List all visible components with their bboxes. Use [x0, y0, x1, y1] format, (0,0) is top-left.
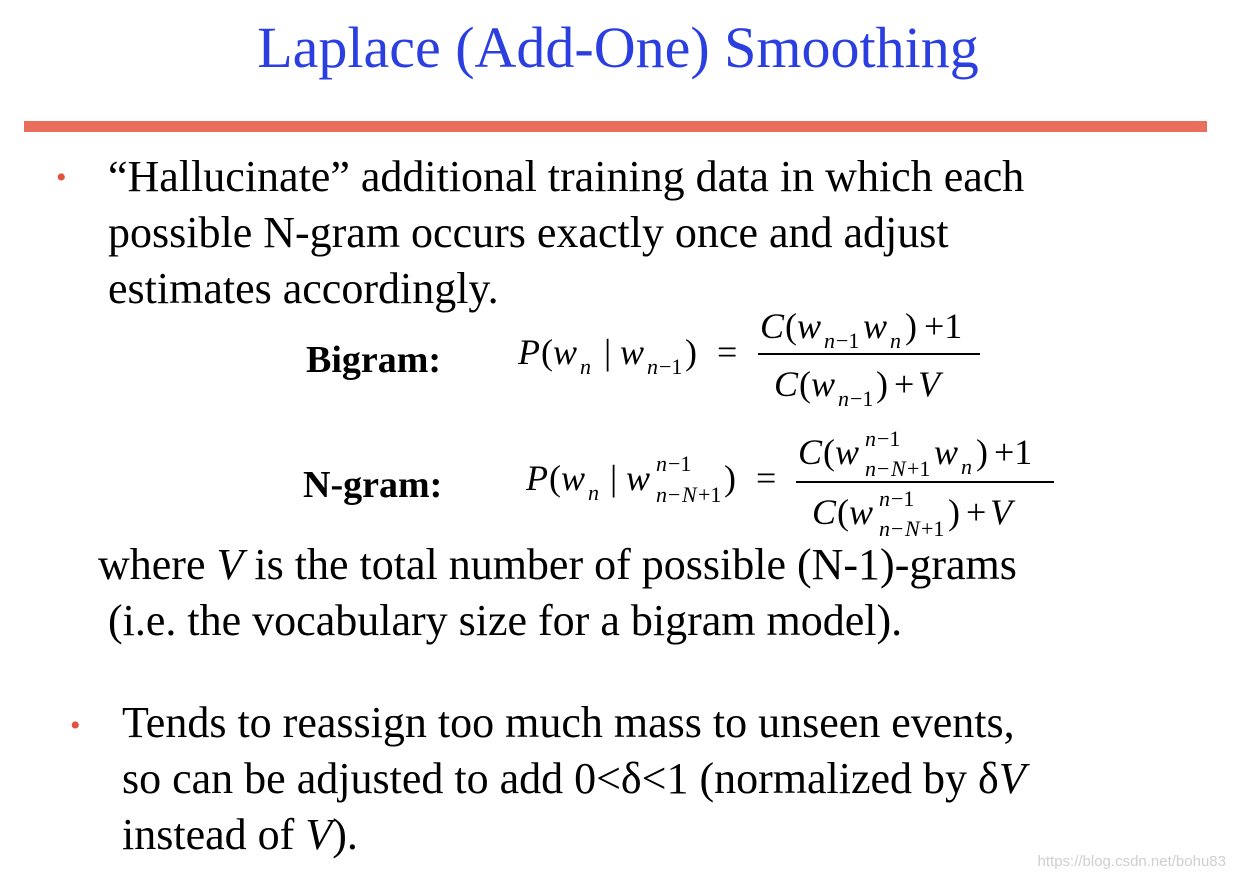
svg-text:−1: −1	[891, 486, 915, 511]
svg-text:+1: +1	[924, 306, 963, 346]
svg-text:(: (	[785, 306, 797, 346]
bullet-icon: •	[56, 161, 67, 194]
svg-text:n: n	[656, 451, 667, 476]
svg-text:n: n	[879, 516, 890, 541]
svg-text:=: =	[756, 458, 777, 498]
watermark-text: https://blog.csdn.net/bohu83	[1037, 853, 1226, 870]
svg-text:n: n	[580, 354, 591, 379]
bigram-label: Bigram:	[306, 339, 442, 381]
svg-text:(: (	[549, 458, 561, 498]
svg-text:): )	[905, 306, 917, 346]
svg-text:n: n	[879, 486, 890, 511]
svg-text:+1: +1	[698, 482, 722, 507]
svg-text:C: C	[760, 306, 785, 346]
svg-text:): )	[876, 364, 888, 404]
svg-text:w: w	[553, 332, 578, 372]
bigram-formula	[512, 300, 992, 418]
svg-text:C: C	[812, 492, 837, 532]
where-line2: (i.e. the vocabulary size for a bigram model).	[108, 596, 903, 645]
where-line1: where V is the total number of possible (N-1)-grams	[98, 540, 1017, 589]
svg-text:w: w	[863, 306, 888, 346]
svg-text:P: P	[518, 332, 540, 372]
svg-text:+: +	[966, 492, 987, 532]
ngram-label: N-gram:	[303, 464, 443, 506]
bullet1-line3: estimates accordingly.	[108, 264, 499, 313]
svg-text:): )	[724, 458, 736, 498]
bullet2-line2: so can be adjusted to add 0<δ<1 (normalized by δV	[122, 754, 1026, 803]
svg-text:w: w	[797, 306, 822, 346]
svg-text:w: w	[835, 432, 860, 472]
bullet1-line1: “Hallucinate” additional training data in which each	[108, 152, 1025, 201]
bullet-icon: •	[70, 709, 81, 742]
svg-text:−1: −1	[668, 451, 692, 476]
svg-text:C: C	[798, 432, 823, 472]
svg-text:n: n	[647, 354, 658, 379]
svg-text:n: n	[588, 480, 599, 505]
svg-text:−: −	[877, 456, 890, 481]
svg-text:): )	[948, 492, 960, 532]
svg-text:(: (	[799, 364, 811, 404]
svg-text:w: w	[811, 364, 836, 404]
svg-text:−1: −1	[659, 354, 683, 379]
slide-title: Laplace (Add-One) Smoothing	[257, 15, 979, 80]
svg-text:w: w	[849, 492, 874, 532]
svg-text:w: w	[620, 332, 645, 372]
svg-text:N: N	[891, 456, 906, 481]
svg-text:=: =	[717, 332, 738, 372]
svg-text:−: −	[668, 482, 681, 507]
bullet2-line1: Tends to reassign too much mass to unseen events,	[122, 698, 1015, 747]
svg-text:C: C	[774, 364, 799, 404]
svg-text:w: w	[561, 458, 586, 498]
svg-text:n: n	[865, 456, 876, 481]
svg-text:V: V	[918, 364, 940, 404]
bullet1-line2: possible N-gram occurs exactly once and adjust	[108, 208, 949, 257]
svg-text:n: n	[961, 454, 972, 479]
svg-text:w: w	[934, 432, 959, 472]
svg-text:+: +	[894, 364, 915, 404]
svg-text:+1: +1	[994, 432, 1033, 472]
svg-text:−1: −1	[836, 328, 860, 353]
svg-text:−1: −1	[850, 386, 874, 411]
svg-text:+1: +1	[921, 516, 945, 541]
svg-text:n: n	[656, 482, 667, 507]
svg-text:P: P	[526, 458, 548, 498]
svg-text:−1: −1	[877, 426, 901, 451]
svg-text:n: n	[838, 386, 849, 411]
svg-text:|: |	[604, 332, 612, 372]
title-divider	[24, 121, 1207, 132]
var-v: V	[216, 540, 244, 589]
svg-text:−: −	[891, 516, 904, 541]
svg-text:|: |	[610, 458, 618, 498]
svg-text:V: V	[990, 492, 1012, 532]
bullet2-line3: instead of V).	[122, 810, 358, 859]
svg-text:(: (	[837, 492, 849, 532]
svg-text:): )	[976, 432, 988, 472]
svg-text:n: n	[865, 426, 876, 451]
svg-text:N: N	[682, 482, 697, 507]
var-v: V	[998, 754, 1026, 803]
svg-text:+1: +1	[907, 456, 931, 481]
svg-text:(: (	[541, 332, 553, 372]
svg-text:): )	[685, 332, 697, 372]
svg-text:n: n	[890, 328, 901, 353]
svg-text:N: N	[905, 516, 920, 541]
var-v: V	[305, 810, 333, 859]
svg-text:w: w	[626, 458, 651, 498]
svg-text:(: (	[823, 432, 835, 472]
svg-text:n: n	[824, 328, 835, 353]
ngram-formula	[516, 424, 1076, 544]
